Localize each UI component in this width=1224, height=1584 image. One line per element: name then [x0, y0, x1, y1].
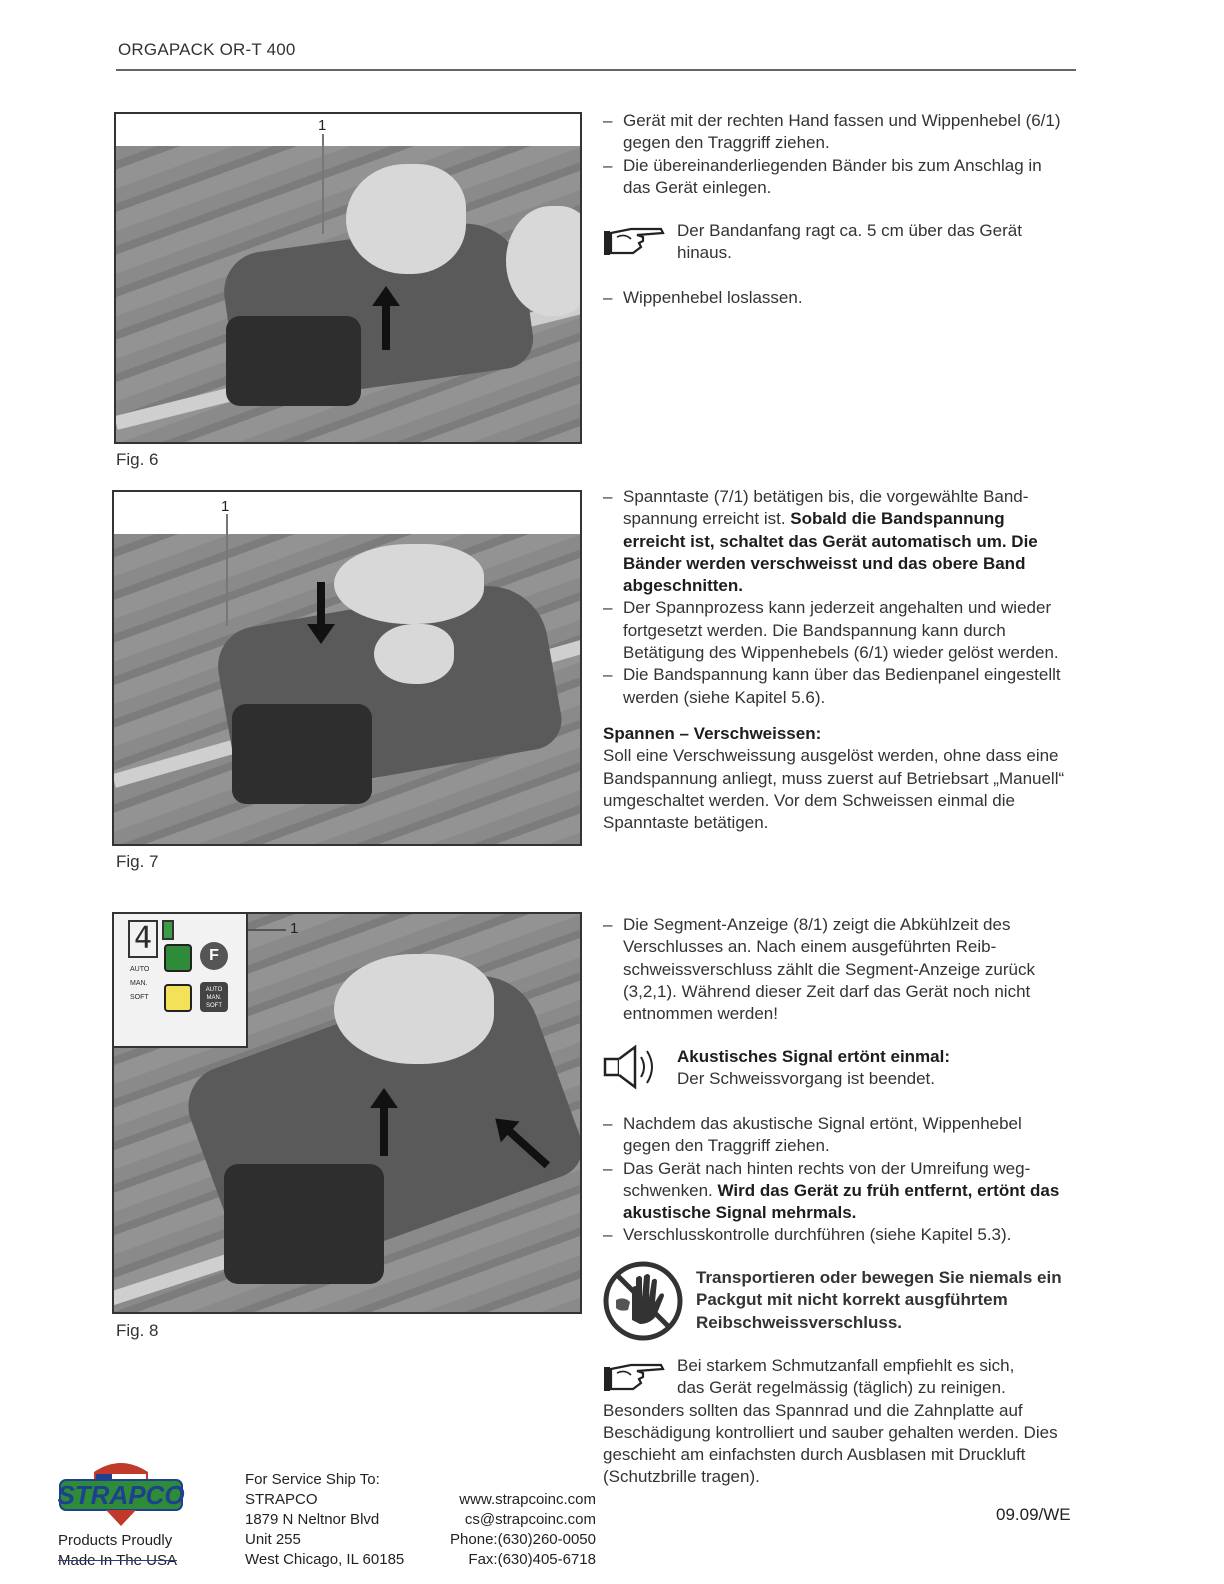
figure-6-callout: 1 [318, 117, 327, 134]
up-arrow-icon [380, 1106, 388, 1156]
list-item [603, 1158, 1065, 1225]
prohibition-hand-icon [602, 1260, 684, 1342]
note-band-start: Der Bandanfang ragt ca. 5 cm über das Gerät hinaus. [677, 221, 1022, 263]
cleaning-note-line-2: das Gerät regelmässig (täglich) zu reinigen. [677, 1378, 1006, 1398]
document-header: ORGAPACK OR-T 400 [118, 40, 296, 59]
timer-button[interactable] [164, 984, 192, 1012]
section-subheading: Spannen – Verschweissen: [603, 723, 822, 743]
footer-tagline [58, 1531, 177, 1571]
list-item: – Nachdem das akustische Signal ertönt, Wippenhebel gegen den Traggriff ziehen. [603, 1113, 1065, 1158]
acoustic-signal-note [677, 1046, 1062, 1091]
list-item: – Die Bandspannung kann über das Bedienpanel eingestellt werden (siehe Kapitel 5.6). [603, 664, 1065, 709]
list-item: – Der Spannprozess kann jederzeit angehalten und wieder fortgesetzt werden. Die Bandspannung kann durch Betätigung des Wippenhebels (6/1) wieder gelöst werden. [603, 597, 1065, 664]
figure-6-caption: Fig. 6 [116, 450, 159, 469]
header-rule [116, 69, 1076, 71]
tension-button[interactable] [164, 944, 192, 972]
control-panel-inset [114, 914, 248, 1048]
list-item: – Die übereinanderliegenden Bänder bis zum Anschlag in das Gerät einlegen. [603, 155, 1063, 200]
speaker-icon [603, 1043, 659, 1091]
cleaning-note [603, 1355, 1065, 1489]
section-2-steps [603, 486, 1065, 834]
mode-label-man: MAN. [130, 980, 148, 987]
function-button[interactable]: F [200, 942, 228, 970]
website-link[interactable]: www.strapcoinc.com [459, 1491, 596, 1508]
tagline-line-1: Products Proudly [58, 1532, 173, 1549]
segment-indicator [162, 920, 174, 940]
page-code: 09.09/WE [996, 1505, 1071, 1524]
down-arrow-icon [317, 582, 325, 626]
list-item: – Gerät mit der rechten Hand fassen und Wippenhebel (6/1) gegen den Traggriff ziehen. [603, 110, 1063, 155]
signal-text: Der Schweissvorgang ist beendet. [677, 1069, 935, 1089]
figure-8-caption: Fig. 8 [116, 1321, 159, 1340]
tagline-line-2: Made In The USA [58, 1552, 177, 1569]
figure-7-caption: Fig. 7 [116, 852, 159, 871]
tension-step-text: Spanntaste (7/1) betätigen bis, die vorgewählte Bandspannung erreicht ist. [623, 487, 1029, 529]
signal-title: Akustisches Signal ertönt einmal: [677, 1047, 951, 1066]
cleaning-note-line-1: Bei starkem Schmutzanfall empfiehlt es sich, [677, 1356, 1015, 1375]
tension-step-bold: Sobald die Bandspannung erreicht ist, schaltet das Gerät automatisch um. Die Bänder werden verschweisst und das obere Band abgeschnitten. [623, 509, 1038, 596]
email-link[interactable]: cs@strapcoinc.com [464, 1511, 596, 1528]
footer-ship-address [245, 1470, 404, 1570]
strapco-logo [56, 1458, 186, 1528]
mode-select-button[interactable]: AUTO MAN. SOFT [200, 982, 228, 1012]
pointing-hand-icon [603, 223, 665, 257]
list-item [603, 486, 1065, 597]
list-item: – Wippenhebel loslassen. [603, 287, 1063, 309]
section-3-steps [603, 1113, 1065, 1247]
phone-number: Phone:(630)260-0050 [450, 1531, 596, 1548]
svg-text:STRAPCO: STRAPCO [57, 1480, 185, 1510]
figure-7-image [112, 490, 582, 846]
mode-label-soft: SOFT [130, 994, 149, 1001]
section-1-steps [603, 110, 1063, 199]
ship-label: For Service Ship To: [245, 1471, 380, 1488]
city-address: West Chicago, IL 60185 [245, 1551, 405, 1568]
section-3-step-display [603, 914, 1065, 1025]
up-arrow-icon [382, 304, 390, 350]
cleaning-note-body: Besonders sollten das Spannrad und die Zahnplatte auf Beschädigung kontrolliert und sauber gehalten werden. Dies geschieht am einfachsten durch Ausblasen mit Druckluft (Schutzbrille tragen). [603, 1400, 1058, 1487]
welding-paragraph: Soll eine Verschweissung ausgelöst werden, ohne dass eine Bandspannung anliegt, muss zuerst auf Betriebsart „Manuell“ umgeschaltet werden. Vor dem Schweissen einmal die Spanntaste betätigen. [603, 746, 1065, 833]
footer-contact [400, 1490, 596, 1570]
warning-text: Transportieren oder bewegen Sie niemals ein Packgut mit nicht korrekt ausgführtem Reibschweissverschluss. [696, 1268, 1062, 1332]
figure-7-callout: 1 [221, 498, 230, 515]
figure-6-image [114, 112, 582, 444]
section-1-step-release [603, 287, 1063, 309]
swivel-step-text: Das Gerät nach hinten rechts von der Umreifung wegschwenken. [623, 1158, 1031, 1200]
fax-number: Fax:(630)405-6718 [468, 1551, 596, 1568]
segment-display: 4 [128, 920, 158, 958]
list-item: – Die Segment-Anzeige (8/1) zeigt die Abkühlzeit des Verschlusses an. Nach einem ausgeführten Reibschweissverschluss zählt die Segment-Anzeige zurück (3,2,1). Während dieser Zeit darf das Gerät noch nicht entnommen werden! [603, 914, 1065, 1025]
street-address: 1879 N Neltnor Blvd [245, 1511, 380, 1528]
list-item: – Verschlusskontrolle durchführen (siehe Kapitel 5.3). [603, 1224, 1065, 1246]
figure-8-callout: 1 [290, 920, 299, 937]
mode-label-auto: AUTO [130, 966, 150, 973]
company-name: STRAPCO [245, 1491, 318, 1508]
swivel-step-bold: Wird das Gerät zu früh entfernt, ertönt das akustische Signal mehrmals. [623, 1180, 1060, 1223]
unit-address: Unit 255 [245, 1531, 301, 1548]
